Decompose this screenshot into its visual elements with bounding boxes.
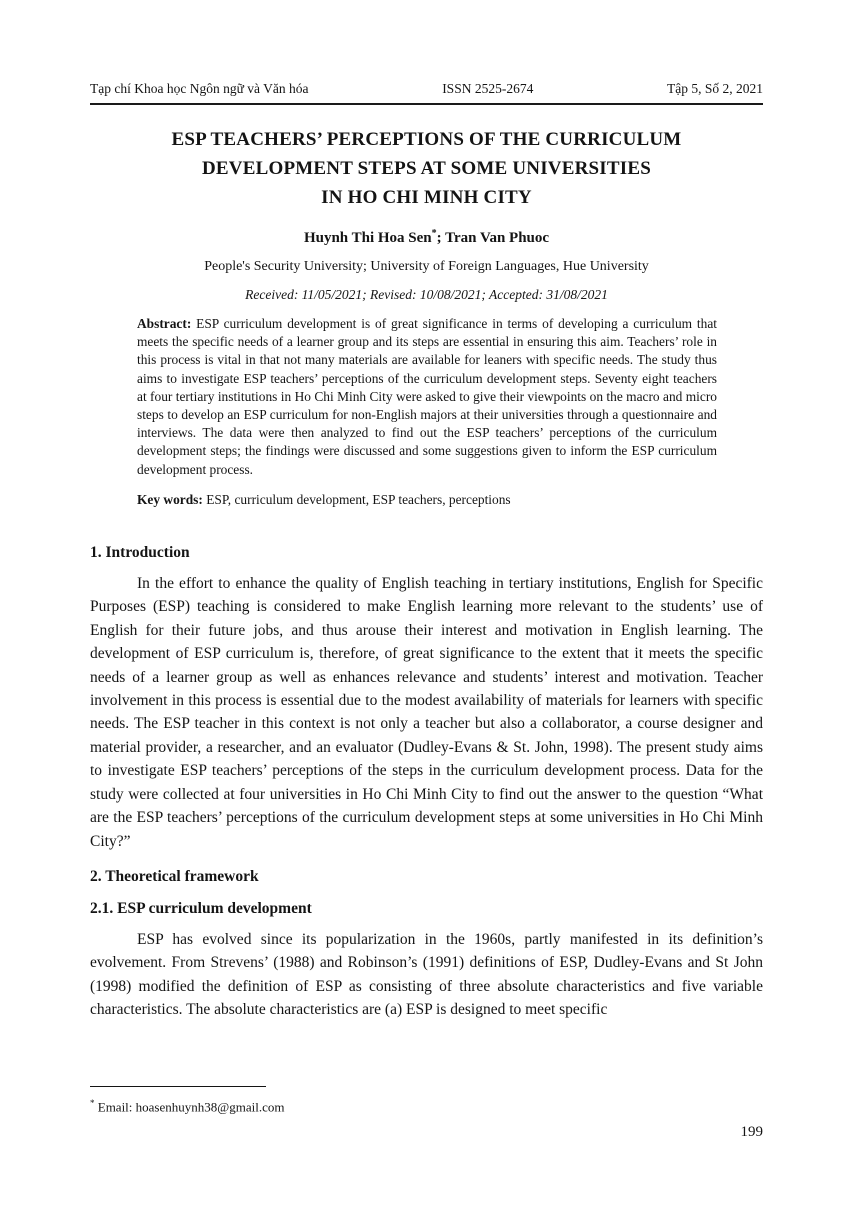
- abstract-text: ESP curriculum development is of great significance in terms of developing a curriculum that meets the specific needs of a learner group and its steps are essential in ensuring this aim. Teachers’ role in this process is vital in that not many materials are available for leaners with specific needs. The study thus aims to investigate ESP teachers’ perceptions of the curriculum development steps. Seventy eight teachers at four tertiary institutions in Ho Chi Minh City were asked to give their viewpoints on the macro and micro steps to develop an ESP curriculum for non-English majors at their universities through a questionnaire and interviews. The data were then analyzed to find out the ESP teachers’ perceptions of the curriculum development steps; the findings were discussed and some suggestions given to inform the ESP curriculum development process.: [137, 316, 717, 477]
- footnote-mark: *: [90, 1098, 95, 1108]
- journal-header: [90, 80, 763, 105]
- title-line-1: ESP TEACHERS’ PERCEPTIONS OF THE CURRICULUM: [171, 129, 682, 150]
- keywords-text: ESP, curriculum development, ESP teachers, perceptions: [202, 491, 511, 507]
- footnote-text: Email: hoasenhuynh38@gmail.com: [94, 1099, 285, 1115]
- introduction-paragraph: In the effort to enhance the quality of English teaching in tertiary institutions, English for Specific Purposes (ESP) teaching is considered to make English learning more relevant to the students’ use of English for their future jobs, and thus arouse their interest and motivation in English learning. The development of ESP curriculum is, therefore, of great significance to the extent that it meets the specific needs of a learner group as well as enhances relevance and students’ interest and motivation. Teacher involvement in this process is essential due to the modest availability of materials for learners with specific needs. The ESP teacher in this context is not only a teacher but also a collaborator, a course designer and material provider, a researcher, and an evaluator (Dudley-Evans & St. John, 1998). The present study aims to investigate ESP teachers’ perceptions of the steps in the curriculum development process. Data for the study were collected at four universities in Ho Chi Minh City to find out the answer to the question “What are the ESP teachers’ perceptions of the curriculum development steps at some universities in Ho Chi Minh City?”: [90, 575, 763, 850]
- keywords: [137, 491, 717, 509]
- abstract: [137, 315, 717, 479]
- footnote-area: [90, 1086, 763, 1115]
- authors-line: [90, 228, 763, 247]
- section-heading-introduction: 1. Introduction: [90, 544, 190, 562]
- affiliation: People's Security University; University of Foreign Languages, Hue University: [204, 259, 649, 274]
- author-separator: ;: [436, 230, 446, 246]
- subsection-heading-esp-curriculum-development: 2.1. ESP curriculum development: [90, 899, 312, 917]
- dates-line: Received: 11/05/2021; Revised: 10/08/2021; Accepted: 31/08/2021: [245, 287, 608, 302]
- footnote-divider: [90, 1086, 266, 1087]
- issue-info: Tập 5, Số 2, 2021: [667, 81, 763, 96]
- title-line-3: IN HO CHI MINH CITY: [321, 187, 532, 208]
- author-2: Tran Van Phuoc: [445, 230, 550, 246]
- page-number: 199: [740, 1124, 763, 1140]
- footnote-email: [90, 1095, 763, 1115]
- paper-title: [90, 125, 763, 212]
- keywords-label: Key words:: [137, 491, 203, 507]
- author-footnote-mark: *: [431, 228, 437, 239]
- abstract-label: Abstract:: [137, 316, 192, 331]
- esp-curriculum-paragraph: ESP has evolved since its popularization in the 1960s, partly manifested in its definition’s evolvement. From Strevens’ (1988) and Robinson’s (1991) definitions of ESP, Dudley-Evans and St John (1998) modified the definition of ESP as consisting of three absolute characteristics and five variable characteristics. The absolute characteristics are (a) ESP is designed to meet specific: [90, 930, 763, 1019]
- section-heading-theoretical-framework: 2. Theoretical framework: [90, 867, 259, 885]
- author-1: Huynh Thi Hoa Sen: [303, 230, 432, 246]
- journal-name: Tạp chí Khoa học Ngôn ngữ và Văn hóa: [90, 81, 309, 96]
- title-line-2: DEVELOPMENT STEPS AT SOME UNIVERSITIES: [202, 158, 651, 179]
- issn: ISSN 2525-2674: [442, 81, 534, 96]
